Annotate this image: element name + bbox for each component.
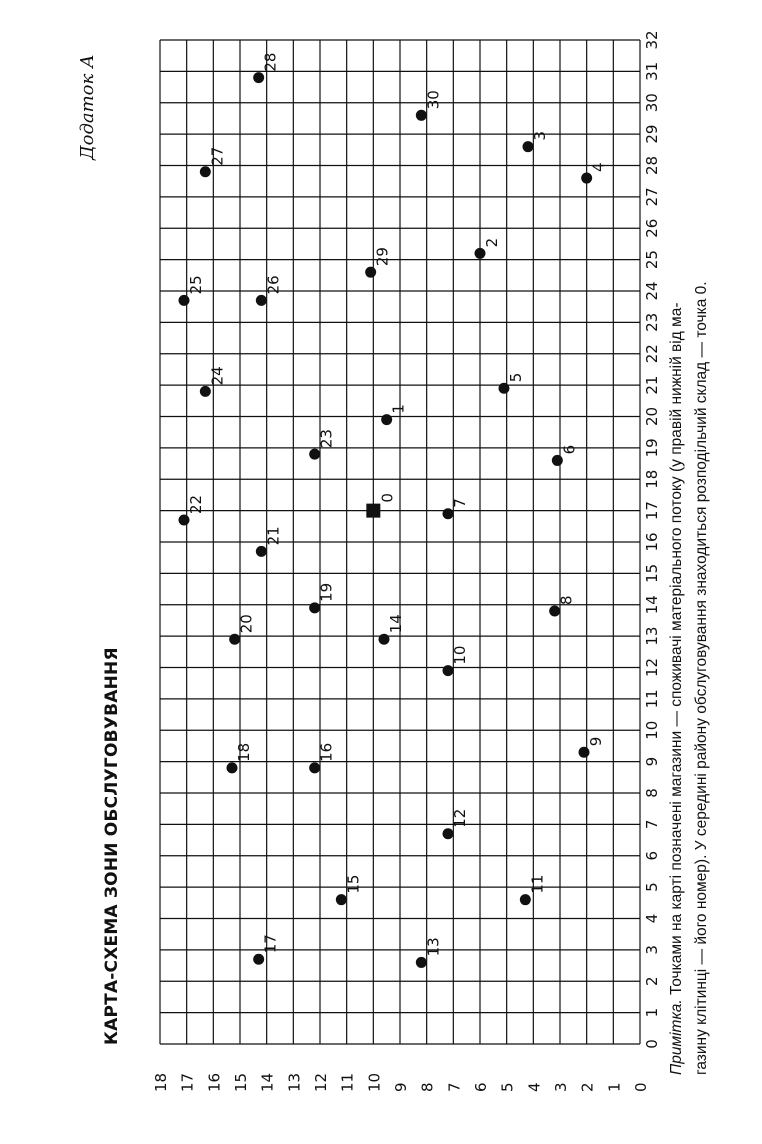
store-point-label: 13 [424, 937, 443, 957]
y-tick-label: 13 [285, 1072, 304, 1092]
store-point-label: 20 [237, 614, 256, 634]
x-tick-label: 11 [643, 689, 661, 709]
store-point [309, 762, 320, 773]
store-point [227, 762, 238, 773]
y-tick-label: 1 [605, 1082, 624, 1092]
x-tick-label: 30 [643, 93, 661, 113]
store-point [256, 546, 267, 557]
note-line-2: газину клітинці — його номер). У середині району обслуговування знаходиться розподільчий склад — точка 0. [693, 281, 710, 1075]
store-point [416, 957, 427, 968]
x-tick-label: 0 [643, 1039, 661, 1049]
x-tick-label: 23 [643, 312, 661, 332]
y-tick-label: 10 [365, 1072, 384, 1092]
x-tick-label: 2 [643, 976, 661, 987]
store-point-label: 27 [208, 146, 227, 166]
x-tick-label: 17 [643, 501, 661, 521]
store-point-label: 6 [560, 444, 579, 455]
store-point [381, 414, 392, 425]
store-point-label: 28 [261, 52, 280, 72]
y-tick-label: 15 [232, 1072, 250, 1092]
store-point-label: 24 [208, 366, 227, 386]
y-tick-label: 0 [632, 1082, 650, 1092]
note-line-1 [666, 303, 688, 1076]
store-point-label: 3 [531, 131, 549, 141]
x-axis-ticks [643, 30, 661, 1048]
y-tick-label: 16 [205, 1072, 224, 1092]
store-point [416, 110, 427, 121]
x-tick-label: 6 [643, 850, 661, 861]
y-tick-label: 14 [258, 1072, 277, 1092]
y-tick-label: 4 [525, 1082, 544, 1092]
x-tick-label: 31 [643, 61, 661, 81]
store-point [200, 166, 211, 177]
store-point-label: 25 [187, 275, 205, 295]
store-point [229, 634, 240, 645]
y-tick-label: 2 [578, 1082, 597, 1092]
store-point-label: 5 [507, 372, 525, 383]
store-point [253, 954, 264, 965]
store-point [579, 747, 590, 758]
x-tick-label: 21 [643, 375, 661, 395]
store-point-label: 26 [264, 275, 283, 295]
y-tick-label: 11 [338, 1072, 357, 1092]
x-tick-label: 14 [643, 595, 661, 615]
note-text-1: Точками на карті позначені магазини — споживачі матеріального потоку (у правій нижній від ма- [668, 302, 685, 1000]
y-tick-label: 7 [445, 1082, 464, 1092]
store-point-label: 2 [483, 237, 501, 248]
warehouse-label: 0 [378, 493, 397, 503]
y-axis-ticks [152, 1073, 650, 1092]
x-tick-label: 22 [643, 344, 661, 364]
y-tick-label: 3 [552, 1082, 570, 1092]
store-point [379, 634, 390, 645]
y-tick-label: 17 [178, 1072, 197, 1092]
store-point [581, 173, 592, 184]
appendix-label: Додаток А [77, 54, 98, 160]
x-tick-label: 20 [643, 406, 661, 427]
x-tick-label: 24 [643, 281, 661, 301]
store-point-label: 9 [587, 736, 605, 747]
x-tick-label: 25 [643, 250, 661, 270]
x-tick-label: 4 [643, 913, 661, 924]
store-point [256, 295, 267, 306]
x-tick-label: 8 [643, 788, 661, 798]
x-tick-label: 15 [643, 563, 661, 583]
store-point-label: 14 [387, 614, 405, 634]
store-point [523, 141, 534, 152]
store-point-label: 4 [589, 162, 608, 173]
x-tick-label: 9 [643, 756, 661, 767]
store-point-label: 29 [373, 247, 392, 267]
store-point-label: 19 [317, 582, 336, 602]
store-point [200, 386, 211, 397]
store-point-label: 21 [264, 526, 283, 546]
map-title: КАРТА-СХЕМА ЗОНИ ОБСЛУГОВУВАННЯ [102, 647, 122, 1045]
store-point-label: 11 [528, 874, 547, 894]
x-tick-label: 5 [643, 882, 661, 892]
x-tick-label: 16 [643, 532, 661, 552]
x-tick-label: 12 [643, 657, 661, 678]
store-point [309, 449, 320, 460]
store-point [475, 248, 486, 259]
x-tick-label: 18 [643, 469, 661, 489]
x-tick-label: 19 [643, 438, 661, 458]
store-point-label: 15 [344, 874, 363, 894]
store-point [443, 828, 454, 839]
store-point-label: 12 [451, 808, 469, 828]
store-point [552, 455, 563, 466]
y-tick-label: 5 [498, 1082, 517, 1092]
x-tick-label: 29 [643, 124, 661, 144]
store-point [253, 72, 264, 83]
warehouse-point [366, 504, 380, 518]
store-point-label: 23 [317, 429, 336, 449]
store-point-label: 17 [261, 934, 280, 954]
store-point [443, 665, 454, 676]
store-point [336, 894, 347, 905]
store-point [309, 602, 320, 613]
store-point-label: 16 [317, 742, 336, 762]
note-prefix: Примітка. [668, 999, 685, 1075]
x-tick-label: 32 [643, 30, 661, 50]
y-tick-label: 18 [152, 1072, 170, 1092]
store-point [549, 606, 560, 617]
x-tick-label: 10 [643, 720, 661, 740]
x-tick-label: 26 [643, 218, 661, 238]
x-tick-label: 3 [643, 945, 661, 955]
x-tick-label: 7 [643, 819, 661, 830]
store-point-label: 22 [187, 494, 205, 515]
store-point [499, 383, 510, 394]
store-point-label: 7 [451, 498, 469, 508]
store-point-label: 30 [424, 90, 443, 110]
y-tick-label: 6 [472, 1082, 490, 1092]
x-tick-label: 13 [643, 626, 661, 646]
store-point [520, 894, 531, 905]
store-point [179, 515, 190, 526]
map-grid [160, 40, 640, 1044]
store-point-label: 1 [389, 404, 408, 414]
x-tick-label: 28 [643, 155, 661, 176]
store-point [179, 295, 190, 306]
x-tick-label: 1 [643, 1007, 661, 1018]
store-point [365, 267, 376, 278]
store-point [443, 508, 454, 519]
y-tick-label: 8 [418, 1082, 437, 1092]
y-tick-label: 12 [312, 1072, 330, 1092]
store-point-label: 18 [235, 742, 253, 762]
store-point-label: 8 [557, 595, 576, 606]
store-point-label: 10 [451, 645, 469, 665]
y-tick-label: 9 [392, 1082, 410, 1092]
x-tick-label: 27 [643, 187, 661, 207]
